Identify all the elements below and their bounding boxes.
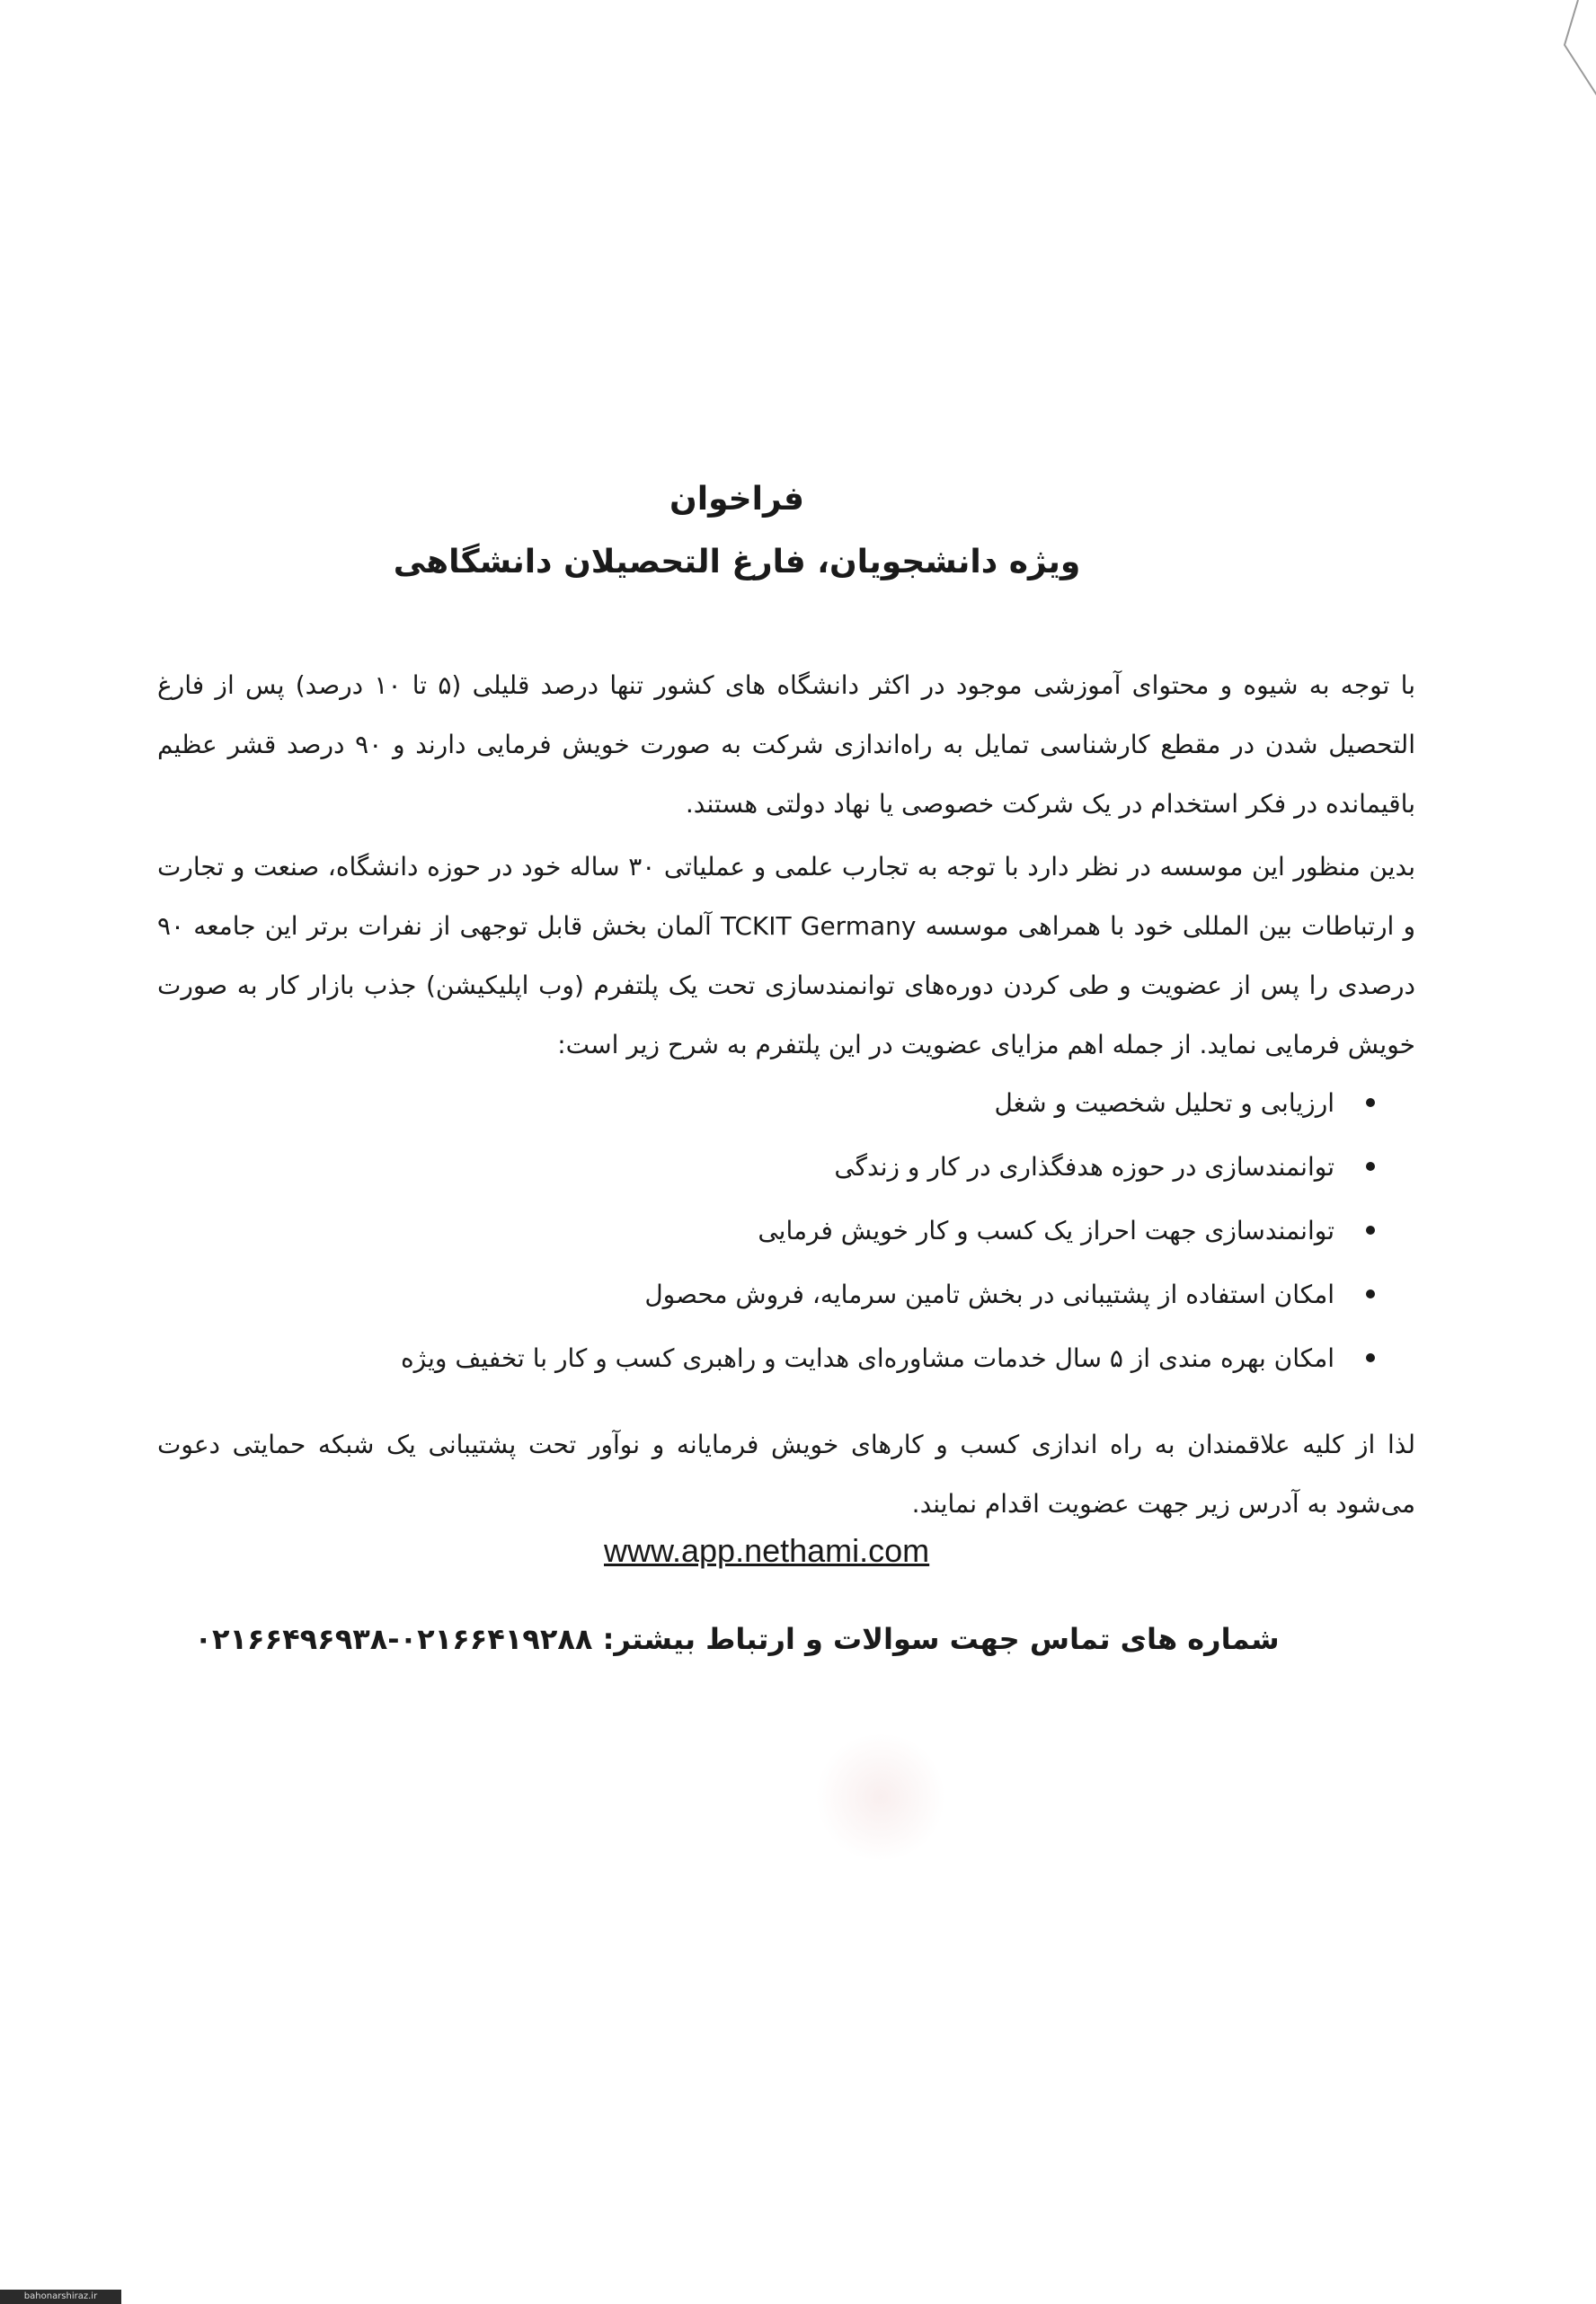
- list-item-text: امکان بهره مندی از ۵ سال خدمات مشاوره‌ای هدایت و راهبری کسب و کار با تخفیف ویژه: [401, 1343, 1334, 1373]
- paragraph-intro: با توجه به شیوه و محتوای آموزشی موجود در اکثر دانشگاه های کشور تنها درصد قلیلی (۵ تا ۱۰ درصد) پس از فارغ التحصیل شدن در مقطع کارشناسی تمایل به راه‌اندازی شرکت به صورت خویش فرمایی دارند و ۹۰ درصد قشر عظیم باقیمانده در فکر استخدام در یک شرکت خصوصی یا نهاد دولتی هستند.: [157, 670, 1415, 819]
- site-watermark: bahonarshiraz.ir: [0, 2290, 121, 2304]
- list-item: [341, 1071, 1375, 1135]
- registration-link[interactable]: www.app.nethami.com: [604, 1532, 930, 1569]
- list-item-text: توانمندسازی جهت احراز یک کسب و کار خویش فرمایی: [758, 1216, 1334, 1245]
- bullet-icon: [1366, 1162, 1375, 1171]
- list-item-text: توانمندسازی در حوزه هدفگذاری در کار و زندگی: [834, 1152, 1334, 1182]
- list-item-text: امکان استفاده از پشتیبانی در بخش تامین سرمایه، فروش محصول: [644, 1280, 1334, 1309]
- list-item: [341, 1199, 1375, 1263]
- document-subtitle: ویژه دانشجویان، فارغ التحصیلان دانشگاهی: [393, 544, 1081, 580]
- paragraph-purpose: بدین منظور این موسسه در نظر دارد با توجه به تجارب علمی و عملیاتی ۳۰ ساله خود در حوزه دانشگاه، صنعت و تجارت و ارتباطات بین المللی خود با همراهی موسسه TCKIT Germany آلمان بخش قابل توجهی از نفرات برتر این جامعه ۹۰ درصدی را پس از عضویت و طی کردن دوره‌های توانمندسازی تحت یک پلتفرم (وب اپلیکیشن) جذب بازار کار به صورت خویش فرمایی نماید. از جمله اهم مزایای عضویت در این پلتفرم به شرح زیر است:: [157, 852, 1416, 1059]
- page-fold-mark: [1398, 0, 1596, 323]
- bullet-icon: [1366, 1098, 1375, 1107]
- benefits-list: [341, 1071, 1375, 1390]
- bullet-icon: [1366, 1289, 1375, 1298]
- faded-stamp-mark: [813, 1734, 948, 1860]
- contact-numbers: شماره های تماس جهت سوالات و ارتباط بیشتر: ۰۲۱۶۶۴۱۹۲۸۸-۰۲۱۶۶۴۹۶۹۳۸: [194, 1622, 1280, 1656]
- bullet-icon: [1366, 1226, 1375, 1235]
- list-item: [341, 1263, 1375, 1326]
- paragraph-invitation: لذا از کلیه علاقمندان به راه اندازی کسب و کارهای خویش فرمایانه و نوآور تحت پشتیبانی یک شبکه حمایتی دعوت می‌شود به آدرس زیر جهت عضویت اقدام نمایند.: [157, 1430, 1415, 1519]
- list-item: [341, 1326, 1375, 1390]
- bullet-icon: [1366, 1353, 1375, 1362]
- list-item-text: ارزیابی و تحلیل شخصیت و شغل: [994, 1088, 1334, 1118]
- document-title: فراخوان: [669, 481, 804, 518]
- list-item: [341, 1135, 1375, 1199]
